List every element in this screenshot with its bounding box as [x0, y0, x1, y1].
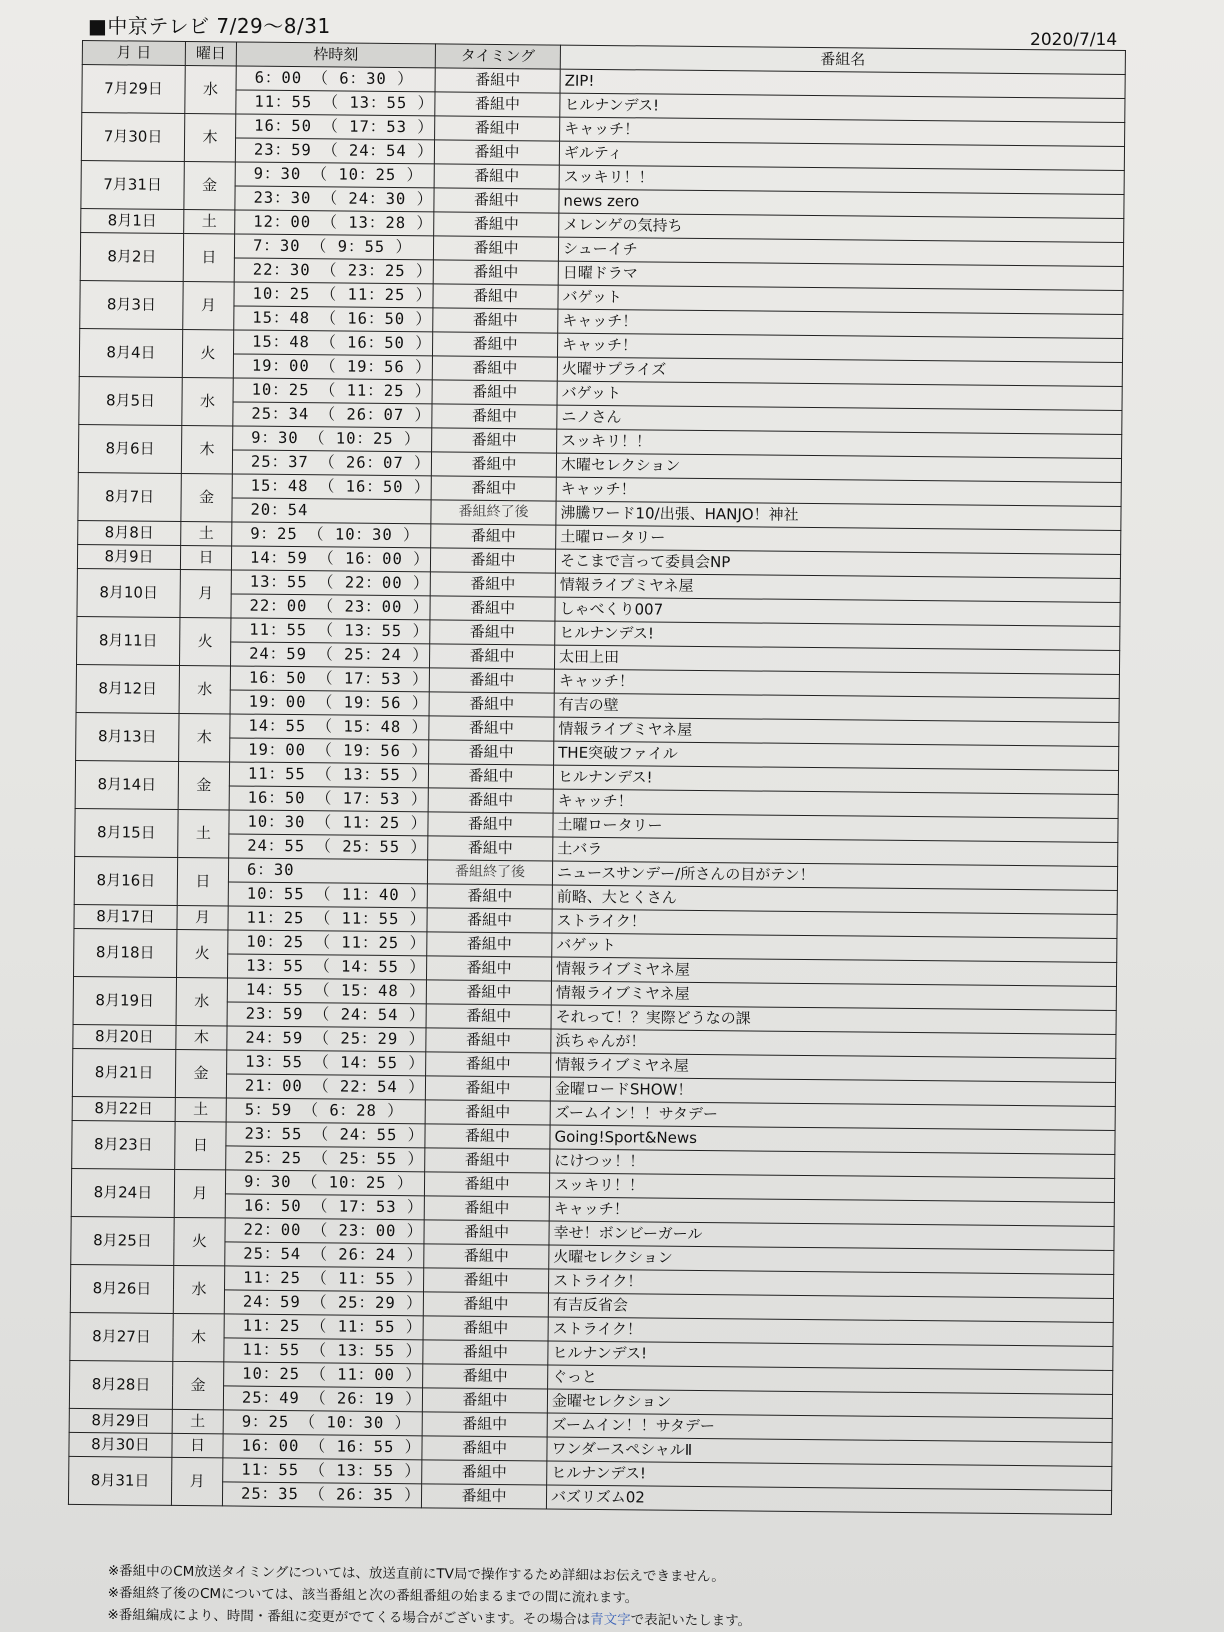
header-program: 番組名 — [560, 45, 1125, 74]
cell-date: 8月27日 — [70, 1312, 173, 1361]
cell-program: 有吉の壁 — [554, 693, 1119, 722]
cell-timing: 番組中 — [423, 1316, 548, 1341]
cell-dow: 金 — [178, 761, 229, 809]
cell-date: 8月22日 — [72, 1096, 175, 1121]
cell-slot-time: 11：55 （ 13：55 ） — [236, 90, 435, 116]
cell-dow: 水 — [179, 665, 230, 713]
footnote-3-text-b: で表記いたします。 — [630, 1612, 752, 1630]
cell-slot-time: 14：55 （ 15：48 ） — [227, 978, 426, 1004]
cell-program: ストライク！ — [548, 1269, 1113, 1298]
cell-program: ギルティ — [559, 141, 1124, 170]
cell-slot-time: 16：50 （ 17：53 ） — [225, 1194, 424, 1220]
footnote-2: ※番組終了後のCMについては、該当番組と次の番組番組の始まるまでの間に流れます。 — [107, 1584, 639, 1607]
cell-dow: 火 — [182, 329, 233, 377]
cell-program: スッキリ！！ — [557, 429, 1122, 458]
cell-timing: 番組中 — [433, 284, 558, 309]
cell-timing: 番組中 — [429, 716, 554, 741]
cell-dow: 土 — [178, 809, 229, 857]
cell-dow: 月 — [177, 905, 228, 929]
footnotes — [107, 1560, 751, 1632]
cell-program: ニュースサンデー/所さんの目がテン！ — [552, 861, 1117, 890]
cell-slot-time: 10：25 （ 11：25 ） — [233, 378, 432, 404]
cell-slot-time: 22：00 （ 23：00 ） — [231, 594, 430, 620]
cell-program: 土バラ — [553, 837, 1118, 866]
cell-timing: 番組中 — [424, 1172, 549, 1197]
cell-dow: 月 — [183, 281, 234, 329]
cell-slot-time: 16：50 （ 17：53 ） — [230, 666, 429, 692]
cell-program: ヒルナンデス! — [560, 93, 1125, 122]
cell-program: ZIP! — [560, 69, 1125, 98]
cell-date: 8月25日 — [71, 1216, 174, 1265]
footnote-3-text-a: ※番組編成により、時間・番組に変更がでてくる場合がございます。その場合は — [107, 1606, 591, 1628]
cell-slot-time: 11：25 （ 11：55 ） — [228, 906, 427, 932]
cell-slot-time: 10：25 （ 11：25 ） — [234, 282, 433, 308]
cell-date: 8月1日 — [81, 208, 184, 233]
cell-program: バゲット — [557, 381, 1122, 410]
cell-program: 情報ライブミヤネ屋 — [551, 957, 1116, 986]
cell-program: にけつッ！！ — [550, 1149, 1115, 1178]
cell-slot-time: 23：59 （ 24：54 ） — [227, 1002, 426, 1028]
cell-timing: 番組終了後 — [427, 860, 552, 885]
cell-slot-time: 24：59 （ 25：29 ） — [224, 1290, 423, 1316]
cell-dow: 火 — [177, 929, 228, 977]
cell-dow: 日 — [175, 1121, 226, 1169]
cell-timing: 番組中 — [429, 692, 554, 717]
cell-program: ヒルナンデス! — [553, 765, 1118, 794]
cell-program: スッキリ！！ — [559, 165, 1124, 194]
cell-timing: 番組中 — [431, 476, 556, 501]
header-date: 月 日 — [82, 41, 185, 66]
cell-program: しゃべくり007 — [555, 597, 1120, 626]
cell-program: 木曜セレクション — [556, 453, 1121, 482]
cell-date: 7月30日 — [81, 113, 184, 162]
cell-program: 火曜セレクション — [549, 1245, 1114, 1274]
cell-dow: 土 — [175, 1097, 226, 1121]
cell-slot-time: 23：59 （ 24：54 ） — [235, 138, 434, 164]
cell-timing: 番組中 — [425, 1124, 550, 1149]
cell-dow: 土 — [184, 209, 235, 233]
cell-slot-time: 22：00 （ 23：00 ） — [225, 1218, 424, 1244]
cell-date: 7月29日 — [82, 65, 185, 114]
cell-dow: 水 — [182, 377, 233, 425]
cell-date: 8月5日 — [79, 376, 182, 425]
cell-date: 8月28日 — [69, 1360, 172, 1409]
cell-timing: 番組中 — [426, 1052, 551, 1077]
cell-timing: 番組中 — [430, 620, 555, 645]
cell-slot-time: 13：55 （ 22：00 ） — [231, 570, 430, 596]
cell-timing: 番組中 — [427, 932, 552, 957]
cell-slot-time: 5：59 （ 6：28 ） — [226, 1098, 425, 1124]
cell-date: 8月30日 — [69, 1432, 172, 1457]
cell-timing: 番組中 — [433, 236, 558, 261]
cell-slot-time: 25：35 （ 26：35 ） — [222, 1482, 421, 1508]
cell-timing: 番組中 — [431, 524, 556, 549]
cell-slot-time: 10：30 （ 11：25 ） — [229, 810, 428, 836]
cell-slot-time: 13：55 （ 14：55 ） — [227, 1050, 426, 1076]
cell-dow: 水 — [185, 65, 236, 113]
cell-timing: 番組中 — [424, 1196, 549, 1221]
header-timing: タイミング — [435, 44, 560, 69]
cell-dow: 金 — [181, 473, 232, 521]
cell-timing: 番組中 — [423, 1340, 548, 1365]
cell-program: ぐっと — [548, 1365, 1113, 1394]
cell-slot-time: 11：55 （ 13：55 ） — [229, 762, 428, 788]
cell-program: ズームイン！！サタデー — [550, 1101, 1115, 1130]
cell-date: 8月9日 — [77, 544, 180, 569]
cell-timing: 番組中 — [427, 908, 552, 933]
cell-timing: 番組中 — [431, 452, 556, 477]
cell-program: 情報ライブミヤネ屋 — [555, 573, 1120, 602]
cell-timing: 番組中 — [432, 380, 557, 405]
cell-date: 8月19日 — [73, 976, 176, 1025]
cell-dow: 日 — [172, 1433, 223, 1457]
cell-timing: 番組中 — [425, 1148, 550, 1173]
cell-program: バズリズム02 — [546, 1485, 1111, 1514]
cell-date: 8月29日 — [69, 1408, 172, 1433]
cell-dow: 木 — [173, 1313, 224, 1361]
cell-slot-time: 9：30 （ 10：25 ） — [225, 1170, 424, 1196]
cell-program: キャッチ！ — [557, 333, 1122, 362]
cell-dow: 土 — [172, 1409, 223, 1433]
cell-program: ストライク！ — [548, 1317, 1113, 1346]
cell-timing: 番組中 — [425, 1076, 550, 1101]
cell-program: ニノさん — [557, 405, 1122, 434]
cell-slot-time: 11：55 （ 13：55 ） — [223, 1458, 422, 1484]
cell-program: それって！？実際どうなの課 — [551, 1005, 1116, 1034]
cell-dow: 月 — [171, 1457, 222, 1505]
cell-program: 浜ちゃんが！ — [551, 1029, 1116, 1058]
cell-program: ヒルナンデス! — [555, 621, 1120, 650]
cell-program: 金曜セレクション — [547, 1389, 1112, 1418]
cell-dow: 金 — [172, 1361, 223, 1409]
cell-program: キャッチ！ — [558, 309, 1123, 338]
cell-program: バゲット — [558, 285, 1123, 314]
cell-timing: 番組中 — [429, 644, 554, 669]
cell-timing: 番組中 — [427, 884, 552, 909]
cell-dow: 木 — [181, 425, 232, 473]
cell-date: 8月14日 — [75, 760, 178, 809]
cell-timing: 番組中 — [426, 980, 551, 1005]
cell-slot-time: 10：25 （ 11：00 ） — [224, 1362, 423, 1388]
cell-timing: 番組中 — [432, 356, 557, 381]
cell-date: 8月10日 — [77, 568, 180, 617]
cell-timing: 番組中 — [426, 1028, 551, 1053]
cell-dow: 木 — [176, 1025, 227, 1049]
cell-timing: 番組中 — [434, 164, 559, 189]
cell-slot-time: 15：48 （ 16：50 ） — [234, 306, 433, 332]
cell-date: 8月16日 — [74, 856, 177, 905]
cell-program: 有吉反省会 — [548, 1293, 1113, 1322]
cell-date: 8月3日 — [80, 280, 183, 329]
cell-date: 8月23日 — [72, 1120, 175, 1169]
cell-dow: 日 — [177, 857, 228, 905]
cell-timing: 番組中 — [423, 1364, 548, 1389]
cell-slot-time: 23：55 （ 24：55 ） — [226, 1122, 425, 1148]
cell-slot-time: 10：55 （ 11：40 ） — [228, 882, 427, 908]
cell-slot-time: 19：00 （ 19：56 ） — [230, 738, 429, 764]
footnote-3-blue-text: 青文字 — [590, 1611, 631, 1629]
cell-program: そこまで言って委員会NP — [555, 549, 1120, 578]
cell-dow: 火 — [180, 617, 231, 665]
cell-timing: 番組中 — [432, 332, 557, 357]
cell-timing: 番組中 — [424, 1220, 549, 1245]
cell-slot-time: 13：55 （ 14：55 ） — [228, 954, 427, 980]
document-date: 2020/7/14 — [1030, 30, 1118, 50]
cell-timing: 番組中 — [422, 1388, 547, 1413]
cell-timing: 番組中 — [422, 1412, 547, 1437]
cell-timing: 番組中 — [435, 116, 560, 141]
cell-slot-time: 25：25 （ 25：55 ） — [226, 1146, 425, 1172]
schedule-table-wrap — [68, 40, 1125, 1515]
cell-program: THE突破ファイル — [554, 741, 1119, 770]
cell-program: 土曜ロータリー — [553, 813, 1118, 842]
schedule-table — [68, 40, 1126, 1515]
cell-slot-time: 11：25 （ 11：55 ） — [225, 1266, 424, 1292]
cell-slot-time: 9：30 （ 10：25 ） — [233, 426, 432, 452]
cell-program: キャッチ！ — [556, 477, 1121, 506]
cell-slot-time: 25：49 （ 26：19 ） — [223, 1386, 422, 1412]
cell-timing: 番組中 — [435, 92, 560, 117]
footnote-1: ※番組中のCM放送タイミングについては、放送直前にTV局で操作するため詳細はお伝えできません。 — [107, 1562, 725, 1585]
cell-program: 沸騰ワード10/出張、HANJO！神社 — [556, 501, 1121, 530]
cell-slot-time: 15：48 （ 16：50 ） — [233, 330, 432, 356]
cell-slot-time: 25：37 （ 26：07 ） — [232, 450, 431, 476]
schedule-body — [68, 65, 1125, 1515]
cell-timing: 番組中 — [428, 836, 553, 861]
cell-timing: 番組中 — [428, 788, 553, 813]
cell-timing: 番組中 — [428, 764, 553, 789]
cell-slot-time: 16：50 （ 17：53 ） — [229, 786, 428, 812]
cell-timing: 番組中 — [430, 596, 555, 621]
cell-program: ワンダースペシャルⅡ — [547, 1437, 1112, 1466]
cell-dow: 月 — [174, 1169, 225, 1217]
cell-program: キャッチ！ — [560, 117, 1125, 146]
cell-slot-time: 21：00 （ 22：54 ） — [226, 1074, 425, 1100]
cell-program: 火曜サプライズ — [557, 357, 1122, 386]
cell-slot-time: 25：54 （ 26：24 ） — [225, 1242, 424, 1268]
cell-date: 8月4日 — [79, 328, 182, 377]
cell-timing: 番組中 — [434, 212, 559, 237]
cell-timing: 番組中 — [433, 260, 558, 285]
cell-slot-time: 24：59 （ 25：29 ） — [227, 1026, 426, 1052]
cell-program: ヒルナンデス! — [547, 1461, 1112, 1490]
cell-program: シューイチ — [558, 237, 1123, 266]
cell-program: 幸せ！ボンビーガール — [549, 1221, 1114, 1250]
header-slot: 枠時刻 — [236, 42, 435, 68]
cell-slot-time: 9：30 （ 10：25 ） — [235, 162, 434, 188]
cell-dow: 木 — [184, 113, 235, 161]
cell-date: 8月7日 — [78, 472, 181, 521]
cell-timing: 番組中 — [434, 188, 559, 213]
cell-dow: 日 — [183, 233, 234, 281]
cell-slot-time: 14：55 （ 15：48 ） — [230, 714, 429, 740]
cell-dow: 金 — [184, 161, 235, 209]
cell-date: 8月31日 — [68, 1456, 171, 1505]
cell-dow: 日 — [180, 545, 231, 569]
cell-program: ズームイン！！サタデー — [547, 1413, 1112, 1442]
cell-timing: 番組中 — [432, 428, 557, 453]
cell-timing: 番組中 — [422, 1436, 547, 1461]
cell-timing: 番組中 — [423, 1268, 548, 1293]
cell-program: 日曜ドラマ — [558, 261, 1123, 290]
cell-date: 8月17日 — [74, 904, 177, 929]
cell-date: 8月21日 — [72, 1048, 175, 1097]
cell-timing: 番組中 — [430, 548, 555, 573]
cell-slot-time: 11：55 （ 13：55 ） — [231, 618, 430, 644]
cell-date: 8月13日 — [76, 712, 179, 761]
cell-slot-time: 15：48 （ 16：50 ） — [232, 474, 431, 500]
cell-date: 8月18日 — [74, 928, 177, 977]
cell-timing: 番組中 — [434, 140, 559, 165]
cell-date: 8月12日 — [76, 664, 179, 713]
cell-slot-time: 23：30 （ 24：30 ） — [235, 186, 434, 212]
cell-program: 金曜ロードSHOW！ — [550, 1077, 1115, 1106]
cell-program: メレンゲの気持ち — [559, 213, 1124, 242]
cell-slot-time: 22：30 （ 23：25 ） — [234, 258, 433, 284]
cell-timing: 番組中 — [430, 572, 555, 597]
cell-slot-time: 6：30 — [228, 858, 427, 884]
cell-program: 土曜ロータリー — [556, 525, 1121, 554]
cell-date: 8月26日 — [70, 1264, 173, 1313]
cell-slot-time: 11：25 （ 11：55 ） — [224, 1314, 423, 1340]
cell-date: 8月8日 — [78, 520, 181, 545]
cell-dow: 木 — [179, 713, 230, 761]
cell-date: 8月6日 — [78, 424, 181, 473]
cell-timing: 番組中 — [423, 1292, 548, 1317]
cell-dow: 水 — [176, 977, 227, 1025]
cell-program: 情報ライブミヤネ屋 — [551, 981, 1116, 1010]
cell-program: キャッチ！ — [553, 789, 1118, 818]
cell-slot-time: 16：00 （ 16：55 ） — [223, 1434, 422, 1460]
cell-timing: 番組中 — [426, 956, 551, 981]
cell-dow: 水 — [173, 1265, 224, 1313]
cell-date: 8月20日 — [73, 1024, 176, 1049]
cell-program: バゲット — [552, 933, 1117, 962]
cell-timing: 番組中 — [421, 1484, 546, 1509]
cell-date: 7月31日 — [81, 160, 184, 209]
cell-dow: 火 — [174, 1217, 225, 1265]
cell-program: Going!Sport&News — [550, 1125, 1115, 1154]
cell-slot-time: 19：00 （ 19：56 ） — [233, 354, 432, 380]
cell-timing: 番組中 — [432, 404, 557, 429]
cell-dow: 土 — [181, 521, 232, 545]
cell-timing: 番組中 — [425, 1100, 550, 1125]
cell-slot-time: 14：59 （ 16：00 ） — [231, 546, 430, 572]
cell-timing: 番組中 — [422, 1460, 547, 1485]
cell-slot-time: 19：00 （ 19：56 ） — [230, 690, 429, 716]
cell-date: 8月11日 — [77, 616, 180, 665]
cell-slot-time: 9：25 （ 10：30 ） — [232, 522, 431, 548]
cell-slot-time: 10：25 （ 11：25 ） — [228, 930, 427, 956]
cell-program: ストライク！ — [552, 909, 1117, 938]
cell-date: 8月24日 — [71, 1168, 174, 1217]
cell-slot-time: 9：25 （ 10：30 ） — [223, 1410, 422, 1436]
cell-dow: 金 — [175, 1049, 226, 1097]
cell-slot-time: 25：34 （ 26：07 ） — [233, 402, 432, 428]
cell-timing: 番組中 — [429, 668, 554, 693]
cell-slot-time: 24：59 （ 25：24 ） — [230, 642, 429, 668]
cell-program: 情報ライブミヤネ屋 — [554, 717, 1119, 746]
cell-timing: 番組中 — [428, 812, 553, 837]
cell-slot-time: 11：55 （ 13：55 ） — [224, 1338, 423, 1364]
cell-program: キャッチ！ — [549, 1197, 1114, 1226]
cell-program: 太田上田 — [554, 645, 1119, 674]
header-dow: 曜日 — [185, 41, 236, 65]
cell-timing: 番組中 — [429, 740, 554, 765]
cell-timing: 番組中 — [435, 68, 560, 93]
cell-timing: 番組中 — [424, 1244, 549, 1269]
cell-program: 情報ライブミヤネ屋 — [551, 1053, 1116, 1082]
cell-program: スッキリ！！ — [549, 1173, 1114, 1202]
cell-timing: 番組終了後 — [431, 500, 556, 525]
cell-program: news zero — [559, 189, 1124, 218]
cell-slot-time: 20：54 — [232, 498, 431, 524]
cell-slot-time: 7：30 （ 9：55 ） — [234, 234, 433, 260]
cell-slot-time: 24：55 （ 25：55 ） — [229, 834, 428, 860]
cell-program: ヒルナンデス! — [548, 1341, 1113, 1370]
cell-dow: 月 — [180, 569, 231, 617]
cell-slot-time: 12：00 （ 13：28 ） — [235, 210, 434, 236]
cell-date: 8月15日 — [75, 808, 178, 857]
document-title: ■中京テレビ 7/29～8/31 — [88, 14, 331, 38]
cell-slot-time: 6：00 （ 6：30 ） — [236, 66, 435, 92]
cell-slot-time: 16：50 （ 17：53 ） — [236, 114, 435, 140]
cell-program: キャッチ！ — [554, 669, 1119, 698]
cell-timing: 番組中 — [433, 308, 558, 333]
cell-program: 前略、大とくさん — [552, 885, 1117, 914]
cell-date: 8月2日 — [80, 232, 183, 281]
cell-timing: 番組中 — [426, 1004, 551, 1029]
